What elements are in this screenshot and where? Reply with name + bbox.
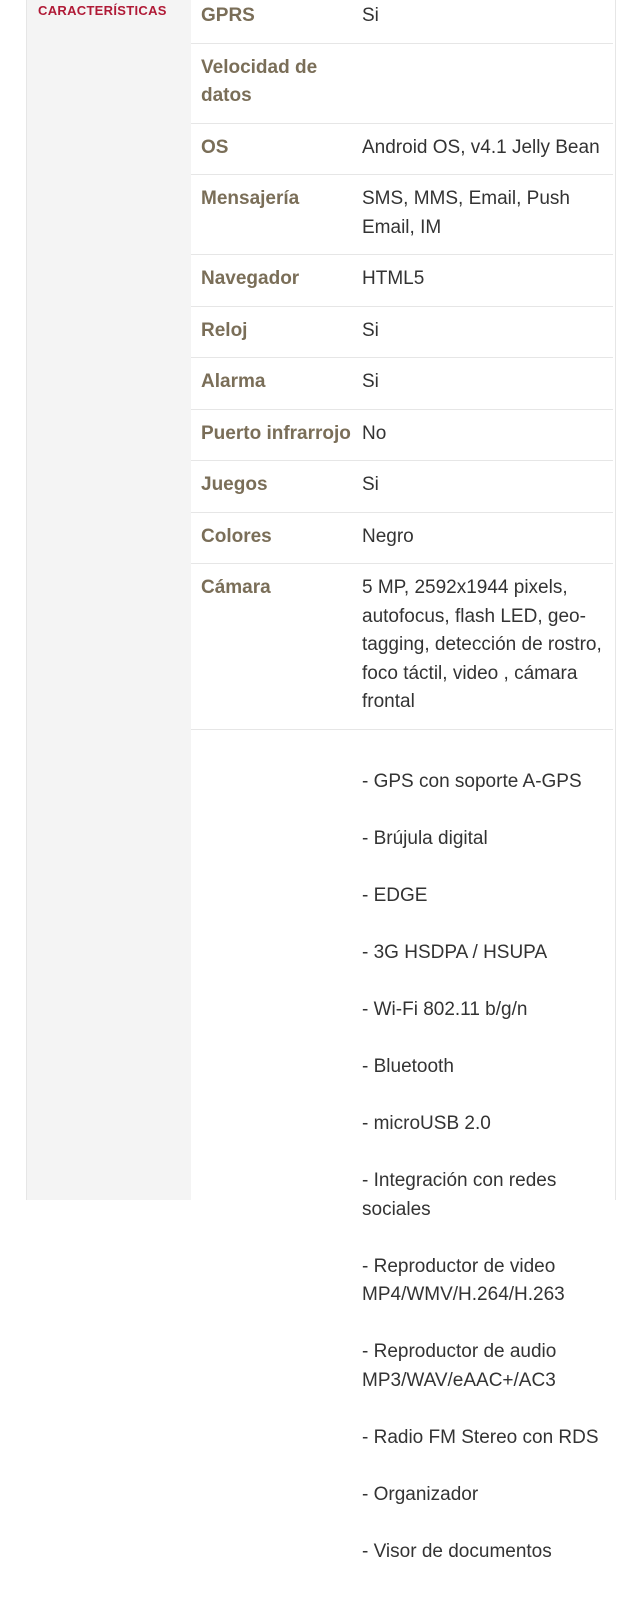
spec-row-extra <box>191 730 613 1607</box>
spec-value: Si <box>362 371 379 392</box>
spec-row-juegos <box>191 461 613 513</box>
spec-row-alarma <box>191 358 613 410</box>
spec-label: Reloj <box>201 319 248 341</box>
spec-value: Si <box>362 319 379 341</box>
spec-label <box>191 740 362 1595</box>
feature-item: - Radio FM Stereo con RDS <box>362 1426 599 1448</box>
section-title: CARACTERÍSTICAS <box>38 3 167 18</box>
spec-label: Velocidad de datos <box>201 56 318 106</box>
spec-label: Cámara <box>201 577 271 598</box>
feature-item: - microUSB 2.0 <box>362 1113 491 1134</box>
feature-item: - Reproductor de audio MP3/WAV/eAAC+/AC3 <box>362 1341 557 1391</box>
spec-value: No <box>362 422 387 444</box>
spec-value: Negro <box>362 525 414 547</box>
spec-value: SMS, MMS, Email, Push Email, IM <box>362 188 570 238</box>
spec-label: Puerto infrarrojo <box>201 422 351 444</box>
feature-item: - Integración con redes sociales <box>362 1170 557 1220</box>
extra-features-list <box>362 740 613 1595</box>
spec-label: Juegos <box>201 474 268 495</box>
spec-row-navegador <box>191 255 613 307</box>
spec-value: Si <box>362 474 379 495</box>
spec-value: HTML5 <box>362 268 425 289</box>
feature-item: - Organizador <box>362 1483 479 1505</box>
spec-row-os <box>191 124 613 176</box>
spec-row-velocidad <box>191 44 613 124</box>
spec-label: GPRS <box>201 5 255 26</box>
spec-row-gprs <box>191 0 613 44</box>
spec-label: Colores <box>201 525 272 547</box>
spec-row-infrarrojo <box>191 410 613 462</box>
feature-item: - EDGE <box>362 885 428 906</box>
spec-value: Si <box>362 5 379 26</box>
feature-item: - 3G HSDPA / HSUPA <box>362 942 548 963</box>
feature-item: - Wi-Fi 802.11 b/g/n <box>362 999 528 1020</box>
spec-label: Navegador <box>201 268 300 289</box>
spec-row-colores <box>191 513 613 565</box>
spec-value <box>362 54 613 111</box>
feature-item: - Brújula digital <box>362 828 488 849</box>
feature-item: - Visor de documentos <box>362 1540 552 1562</box>
spec-row-camara <box>191 564 613 730</box>
spec-label: OS <box>201 136 229 158</box>
feature-item: - GPS con soporte A-GPS <box>362 771 582 792</box>
spec-value: 5 MP, 2592x1944 pixels, autofocus, flash LED, geo-tagging, detección de rostro, foco táctil, video , cámara frontal <box>362 577 602 712</box>
spec-label: Alarma <box>201 371 266 392</box>
spec-label: Mensajería <box>201 188 300 209</box>
spec-value: Android OS, v4.1 Jelly Bean <box>362 136 600 158</box>
spec-row-reloj <box>191 307 613 359</box>
feature-item: - Reproductor de video MP4/WMV/H.264/H.263 <box>362 1255 565 1305</box>
spec-table <box>191 0 613 1607</box>
spec-row-mensajeria <box>191 175 613 255</box>
feature-item: - Bluetooth <box>362 1056 454 1077</box>
section-column <box>27 0 191 1200</box>
